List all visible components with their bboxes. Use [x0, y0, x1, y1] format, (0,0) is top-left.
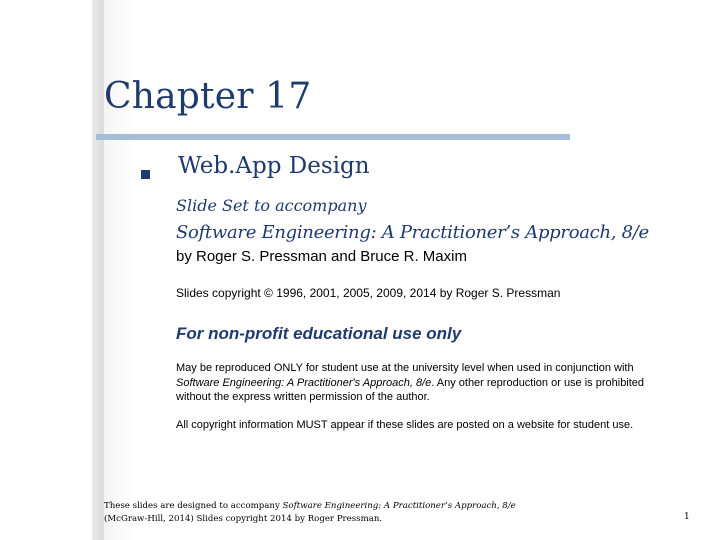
footer-text-part1: These slides are designed to accompany: [104, 501, 283, 511]
page-number: 1: [684, 512, 690, 522]
reproduction-book-title: Software Engineering: A Practitioner's Approach, 8/e: [176, 376, 432, 389]
square-bullet-icon: [141, 170, 150, 179]
book-title: Software Engineering: A Practitioner’s Approach, 8/e: [176, 222, 649, 243]
slide-subtitle: Web.App Design: [178, 153, 370, 179]
intro-text: Slide Set to accompany: [176, 196, 367, 215]
reproduction-text-part1: May be reproduced ONLY for student use at the university level when used in conjunction with: [176, 362, 634, 374]
title-underline-rule: [96, 134, 570, 140]
footer-book-title: Software Engineering: A Practitioner’s Approach, 8/e: [282, 501, 516, 511]
reproduction-text-part2: . Any other reproduction or use is prohibited without the express written permission of the author.: [176, 376, 645, 403]
copyright-requirement-notice: All copyright information MUST appear if these slides are posted on a website for student use.: [176, 419, 634, 431]
nonprofit-notice: For non-profit educational use only: [176, 324, 462, 343]
chapter-title: Chapter 17: [104, 76, 312, 117]
copyright-line: Slides copyright © 1996, 2001, 2005, 2009, 2014 by Roger S. Pressman: [176, 286, 561, 300]
footer-text-part2: (McGraw-Hill, 2014) Slides copyright 2014 by Roger Pressman.: [104, 514, 383, 524]
reproduction-notice: [176, 361, 666, 405]
authors-line: by Roger S. Pressman and Bruce R. Maxim: [176, 248, 467, 265]
slide-footer: [104, 500, 544, 526]
